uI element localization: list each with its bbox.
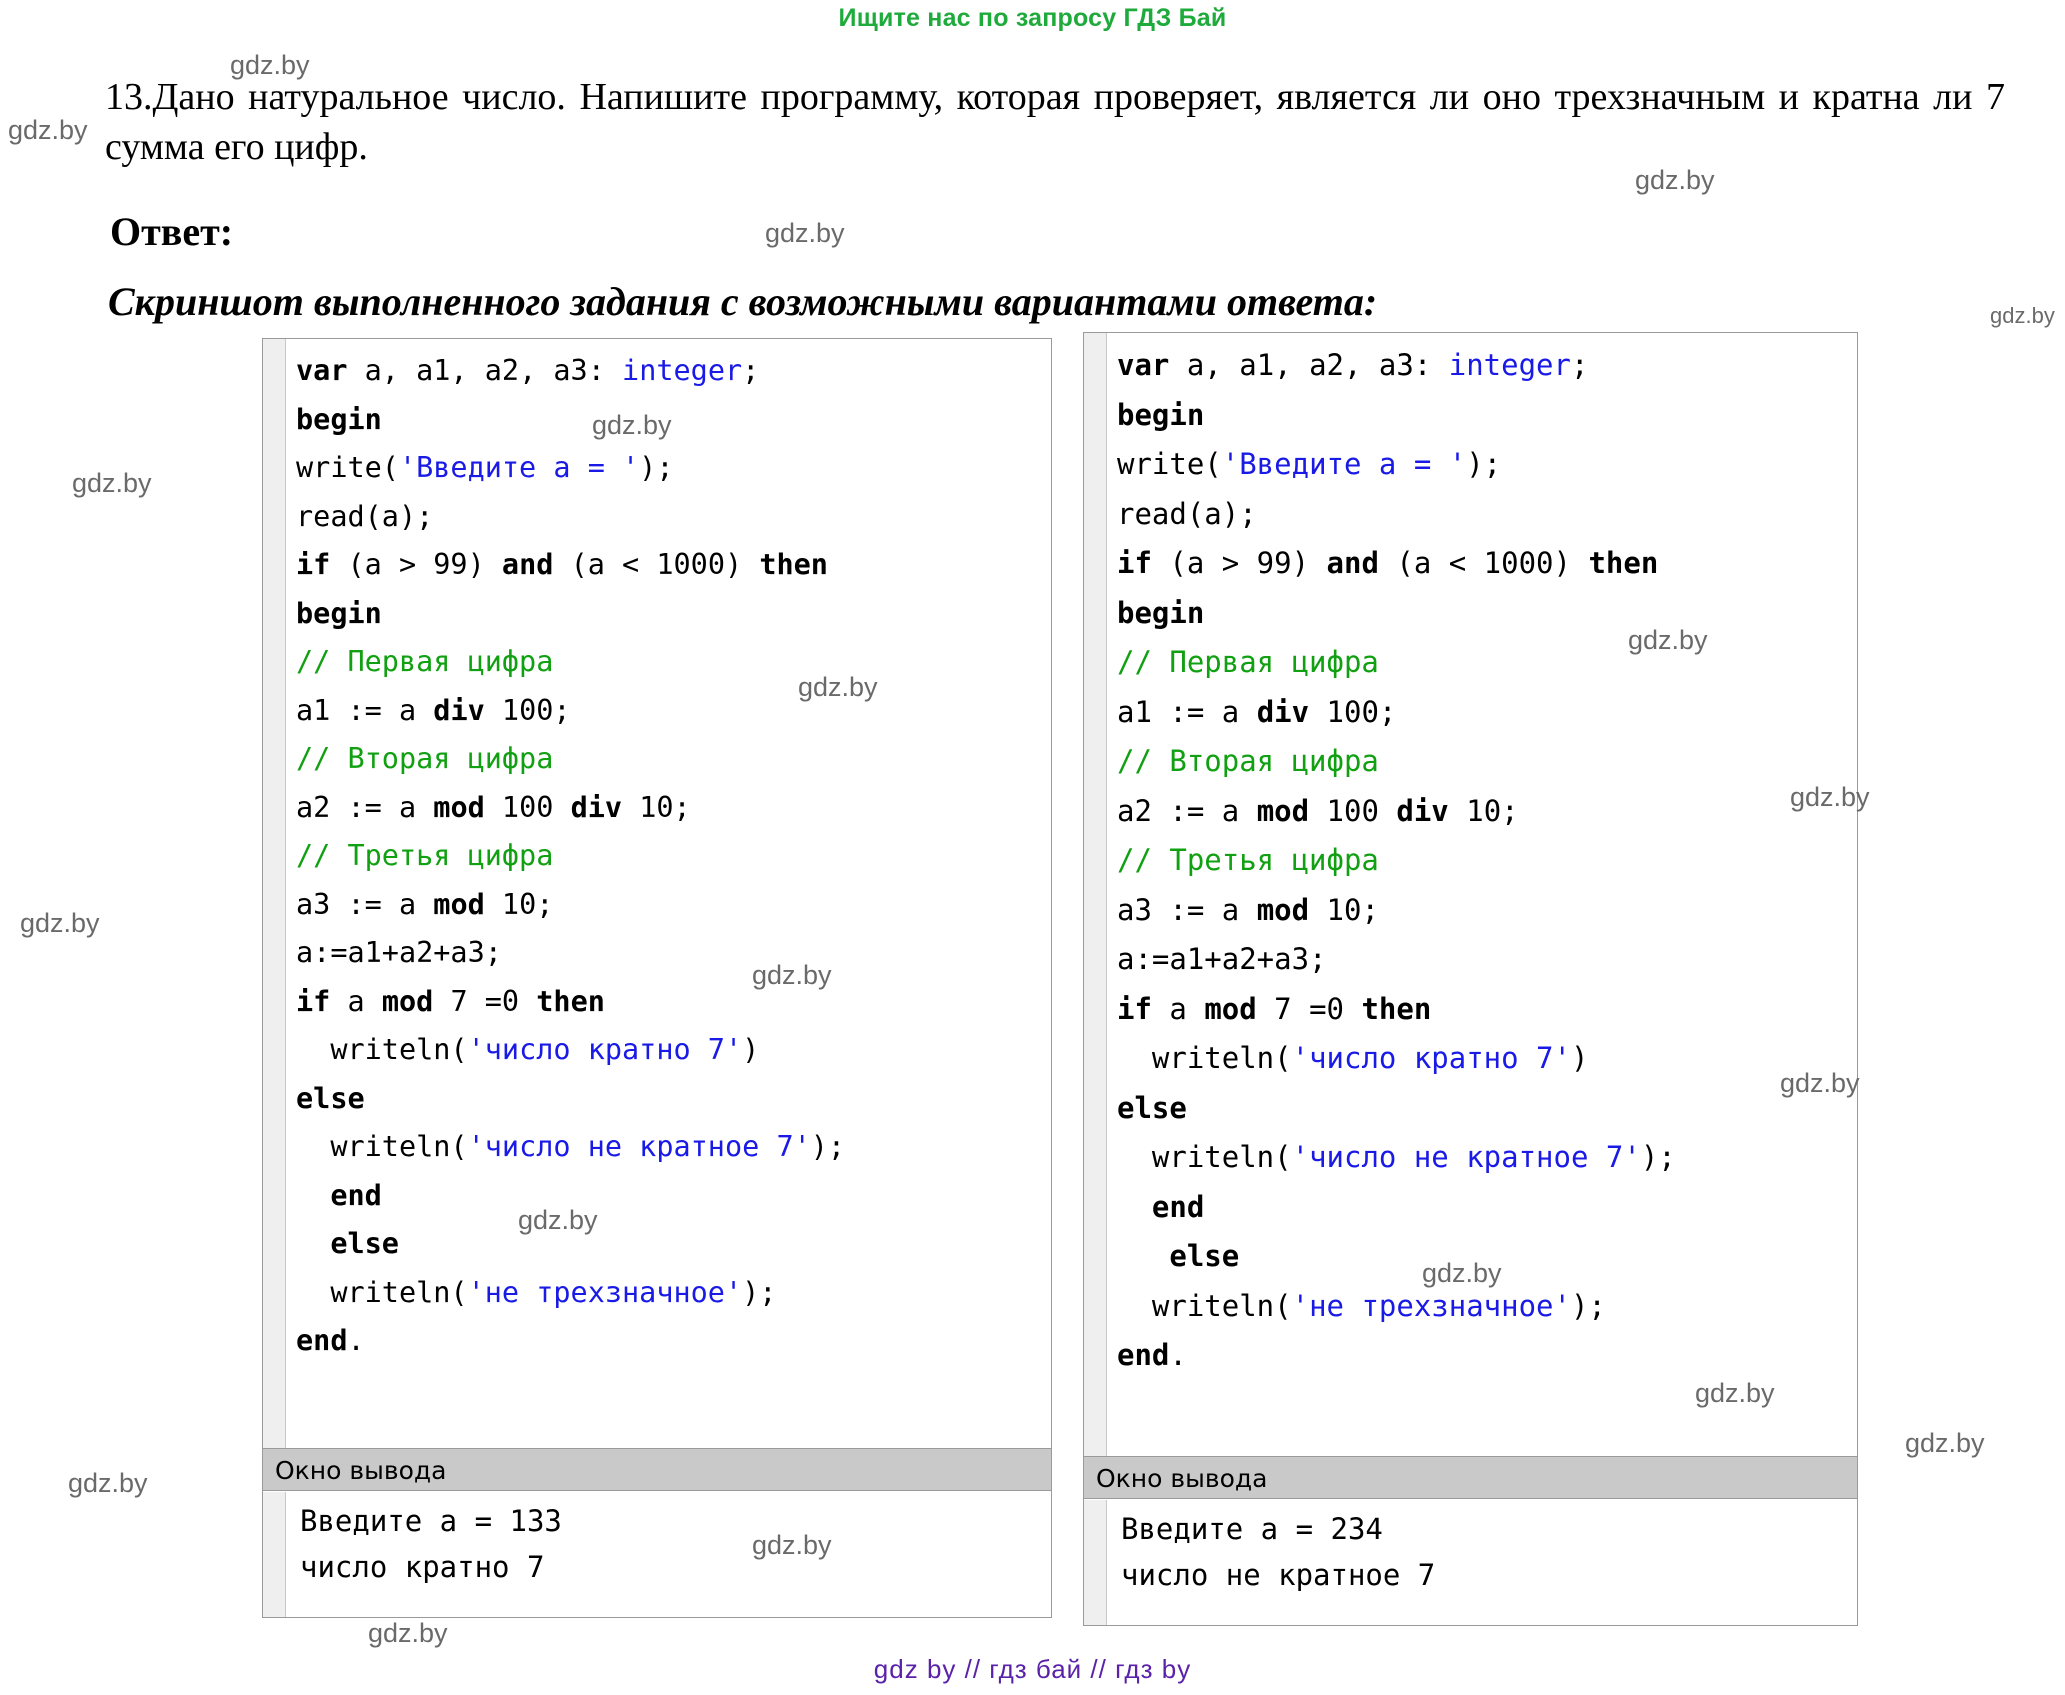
- code-line: [1117, 391, 1851, 441]
- output-line: число не кратное 7: [1121, 1558, 1436, 1592]
- output-window-right: [1083, 1456, 1858, 1626]
- code-token: ;: [742, 354, 760, 387]
- code-token: integer: [622, 354, 743, 387]
- code-token: else: [1117, 1090, 1187, 1125]
- code-token: writeln(: [1117, 1041, 1292, 1075]
- watermark-text: gdz.by: [518, 1205, 598, 1235]
- code-line: [296, 735, 1045, 784]
- watermark-text: gdz.by: [752, 1530, 832, 1560]
- code-token: .: [347, 1324, 365, 1357]
- code-token: [1117, 1239, 1169, 1273]
- code-token: a2 := a: [1117, 793, 1257, 828]
- code-line: [1117, 589, 1851, 639]
- code-token: if: [1117, 546, 1152, 580]
- code-line: [1117, 737, 1851, 787]
- output-text-right: [1107, 1500, 1857, 1598]
- code-line: [1117, 1331, 1851, 1381]
- code-token: 'число кратно 7': [467, 1033, 743, 1066]
- code-token: write(: [296, 451, 399, 484]
- code-line: [1117, 688, 1851, 738]
- code-token: writeln(: [1117, 1288, 1292, 1323]
- code-token: (a > 99): [1151, 546, 1327, 580]
- code-text-left[interactable]: [286, 339, 1051, 1555]
- code-line: [296, 687, 1045, 736]
- watermark-text: gdz.by: [1422, 1258, 1502, 1288]
- code-token: );: [810, 1130, 846, 1163]
- code-token: a, a1, a2, a3:: [1169, 348, 1449, 382]
- watermark-text: gdz.by: [592, 410, 672, 440]
- watermark-text: gdz.by: [1990, 303, 2055, 328]
- code-token: read(a);: [1117, 496, 1257, 531]
- code-line: [1117, 935, 1851, 985]
- code-token: [296, 1179, 330, 1212]
- code-token: else: [296, 1081, 365, 1115]
- code-line: [1117, 1282, 1851, 1332]
- code-token: a1 := a: [296, 693, 434, 727]
- code-token: 'не трехзначное': [467, 1275, 743, 1309]
- code-token: 'число кратно 7': [1291, 1041, 1571, 1075]
- code-line: [1117, 836, 1851, 886]
- code-token: div: [433, 693, 485, 727]
- watermark-text: gdz.by: [72, 468, 152, 498]
- code-token: // Вторая цифра: [1117, 744, 1379, 778]
- code-token: 100: [1309, 793, 1397, 828]
- watermark-text: gdz.by: [1905, 1428, 1985, 1458]
- code-line: [1117, 1183, 1851, 1233]
- code-line: [296, 396, 1045, 445]
- code-token: 7 =0: [433, 984, 537, 1018]
- code-line: [296, 1026, 1045, 1075]
- code-line: [1117, 341, 1851, 391]
- code-token: var: [1117, 348, 1170, 382]
- code-token: ): [742, 1033, 760, 1066]
- watermark-text: gdz.by: [20, 908, 100, 938]
- code-line: [296, 1269, 1045, 1318]
- site-promo-banner-top: Ищите нас по запросу ГДЗ Бай: [838, 4, 1227, 32]
- code-token: var: [296, 354, 348, 387]
- code-line: [296, 784, 1045, 833]
- code-token: read(a);: [296, 499, 434, 533]
- code-token: 'Введите a = ': [398, 451, 640, 484]
- code-line: [296, 541, 1045, 590]
- code-line: [296, 1172, 1045, 1221]
- code-token: );: [742, 1275, 777, 1309]
- code-token: a: [330, 984, 382, 1018]
- code-token: a:=a1+a2+a3;: [296, 936, 502, 969]
- code-line: [1117, 985, 1851, 1035]
- code-token: 7 =0: [1256, 991, 1362, 1026]
- code-token: 100: [484, 790, 571, 824]
- code-token: then: [1361, 991, 1432, 1026]
- code-token: if: [1117, 991, 1152, 1026]
- output-line: Введите a = 133: [300, 1504, 562, 1538]
- code-token: write(: [1117, 447, 1222, 481]
- code-token: a: [1151, 991, 1205, 1026]
- code-token: then: [759, 548, 828, 581]
- code-token: 10;: [622, 790, 691, 824]
- code-line: [296, 493, 1045, 542]
- code-token: a, a1, a2, a3:: [347, 354, 623, 387]
- code-token: begin: [1117, 397, 1205, 432]
- code-token: mod: [1256, 793, 1310, 828]
- code-token: div: [1396, 793, 1449, 828]
- editor-gutter-right: [1084, 333, 1107, 1621]
- watermark-text: gdz.by: [1695, 1378, 1775, 1408]
- code-token: 10;: [484, 887, 554, 921]
- code-token: mod: [1204, 991, 1257, 1026]
- code-line: [1117, 1034, 1851, 1084]
- code-token: writeln(: [296, 1275, 468, 1309]
- code-token: ): [1570, 1041, 1589, 1075]
- watermark-text: gdz.by: [798, 672, 878, 702]
- code-token: writeln(: [296, 1130, 468, 1163]
- code-token: // Третья цифра: [296, 839, 554, 872]
- code-line: [1117, 787, 1851, 837]
- code-token: 'число не кратное 7': [1291, 1140, 1641, 1174]
- code-line: [1117, 1133, 1851, 1183]
- code-line: [1117, 1084, 1851, 1134]
- code-token: 100;: [1309, 694, 1397, 729]
- site-promo-banner-bottom: gdz by // гдз бай // гдз by: [873, 1654, 1192, 1684]
- output-window-title-right: Окно вывода: [1084, 1457, 1857, 1499]
- output-gutter-left: [263, 1492, 286, 1617]
- code-token: );: [639, 451, 674, 484]
- code-token: if: [296, 548, 331, 581]
- output-gutter-right: [1084, 1500, 1107, 1625]
- watermark-text: gdz.by: [1790, 782, 1870, 812]
- watermark-text: gdz.by: [765, 218, 845, 248]
- code-token: );: [1466, 447, 1502, 481]
- code-token: 10;: [1309, 892, 1379, 927]
- code-line: [296, 978, 1045, 1027]
- code-token: a2 := a: [296, 790, 434, 824]
- code-line: [1117, 539, 1851, 589]
- code-token: a:=a1+a2+a3;: [1117, 942, 1327, 976]
- code-token: begin: [296, 596, 382, 630]
- code-token: then: [536, 984, 605, 1018]
- code-line: [1117, 638, 1851, 688]
- code-line: [296, 347, 1045, 396]
- code-token: [296, 1227, 330, 1260]
- code-token: // Вторая цифра: [296, 742, 554, 775]
- code-line: [296, 1220, 1045, 1269]
- code-token: end: [330, 1178, 382, 1212]
- code-token: else: [330, 1227, 399, 1260]
- code-token: end: [1151, 1189, 1205, 1224]
- code-token: then: [1588, 546, 1659, 580]
- code-line: [296, 1317, 1045, 1366]
- code-token: (a < 1000): [1378, 546, 1589, 580]
- code-token: a1 := a: [1117, 694, 1257, 729]
- code-line: [296, 1123, 1045, 1172]
- code-token: );: [1640, 1140, 1676, 1174]
- code-token: begin: [1117, 595, 1205, 630]
- code-line: [296, 929, 1045, 978]
- code-token: mod: [433, 887, 485, 921]
- code-token: div: [570, 790, 623, 824]
- code-token: mod: [381, 984, 434, 1018]
- code-token: begin: [296, 402, 382, 436]
- output-window-left: [262, 1448, 1052, 1618]
- code-token: // Первая цифра: [296, 645, 554, 678]
- code-token: 'не трехзначное': [1291, 1288, 1571, 1323]
- code-token: mod: [1256, 892, 1310, 927]
- task-number: 13.: [105, 76, 153, 118]
- code-line: [296, 832, 1045, 881]
- code-token: writeln(: [296, 1033, 468, 1066]
- code-token: and: [501, 548, 554, 581]
- code-token: mod: [433, 790, 485, 824]
- task-body: Дано натуральное число. Напишите программу, которая проверяет, является ли оно трехзначным и кратна ли 7 сумма его цифр.: [105, 76, 2005, 169]
- code-token: (a > 99): [330, 548, 502, 581]
- output-window-title-left: Окно вывода: [263, 1449, 1051, 1491]
- code-token: .: [1169, 1338, 1187, 1372]
- code-line: [296, 590, 1045, 639]
- code-token: );: [1570, 1288, 1606, 1323]
- code-token: writeln(: [1117, 1140, 1292, 1174]
- watermark-text: gdz.by: [368, 1618, 448, 1648]
- task-statement: [105, 72, 2005, 172]
- code-line: [1117, 440, 1851, 490]
- code-text-right[interactable]: [1107, 333, 1857, 1569]
- code-token: end: [1117, 1338, 1170, 1372]
- editor-gutter-left: [263, 339, 286, 1607]
- code-line: [296, 1075, 1045, 1124]
- code-token: (a < 1000): [553, 548, 760, 581]
- code-token: 'число не кратное 7': [467, 1130, 811, 1163]
- code-token: a3 := a: [1117, 892, 1257, 927]
- code-token: 'Введите a = ': [1221, 447, 1467, 481]
- screenshot-caption: Скриншот выполненного задания с возможными вариантами ответа:: [108, 279, 1378, 324]
- output-line: Введите a = 234: [1121, 1512, 1383, 1546]
- code-token: integer: [1448, 348, 1571, 382]
- code-line: [296, 444, 1045, 493]
- code-token: else: [1169, 1239, 1240, 1273]
- code-line: [1117, 886, 1851, 936]
- code-token: [1117, 1190, 1152, 1224]
- code-editor-window-left: [262, 338, 1052, 1608]
- watermark-text: gdz.by: [1628, 625, 1708, 655]
- code-token: end: [296, 1324, 348, 1357]
- watermark-text: gdz.by: [1635, 165, 1715, 195]
- code-token: 10;: [1448, 793, 1519, 828]
- code-token: // Первая цифра: [1117, 645, 1379, 679]
- watermark-text: gdz.by: [1780, 1068, 1860, 1098]
- code-line: [296, 881, 1045, 930]
- code-line: [1117, 490, 1851, 540]
- code-token: if: [296, 984, 331, 1018]
- watermark-text: gdz.by: [230, 50, 310, 80]
- code-token: div: [1256, 694, 1310, 729]
- code-token: // Третья цифра: [1117, 843, 1379, 877]
- code-token: and: [1326, 546, 1379, 580]
- code-line: [1117, 1232, 1851, 1282]
- watermark-text: gdz.by: [752, 960, 832, 990]
- output-text-left: [286, 1492, 1051, 1590]
- watermark-text: gdz.by: [8, 115, 88, 145]
- watermark-text: gdz.by: [68, 1468, 148, 1498]
- answer-label: Ответ:: [110, 209, 234, 254]
- code-editor-window-right: [1083, 332, 1858, 1622]
- code-token: ;: [1570, 348, 1589, 382]
- code-token: 100;: [484, 693, 571, 727]
- output-line: число кратно 7: [300, 1550, 545, 1584]
- code-token: a3 := a: [296, 887, 434, 921]
- code-line: [296, 638, 1045, 687]
